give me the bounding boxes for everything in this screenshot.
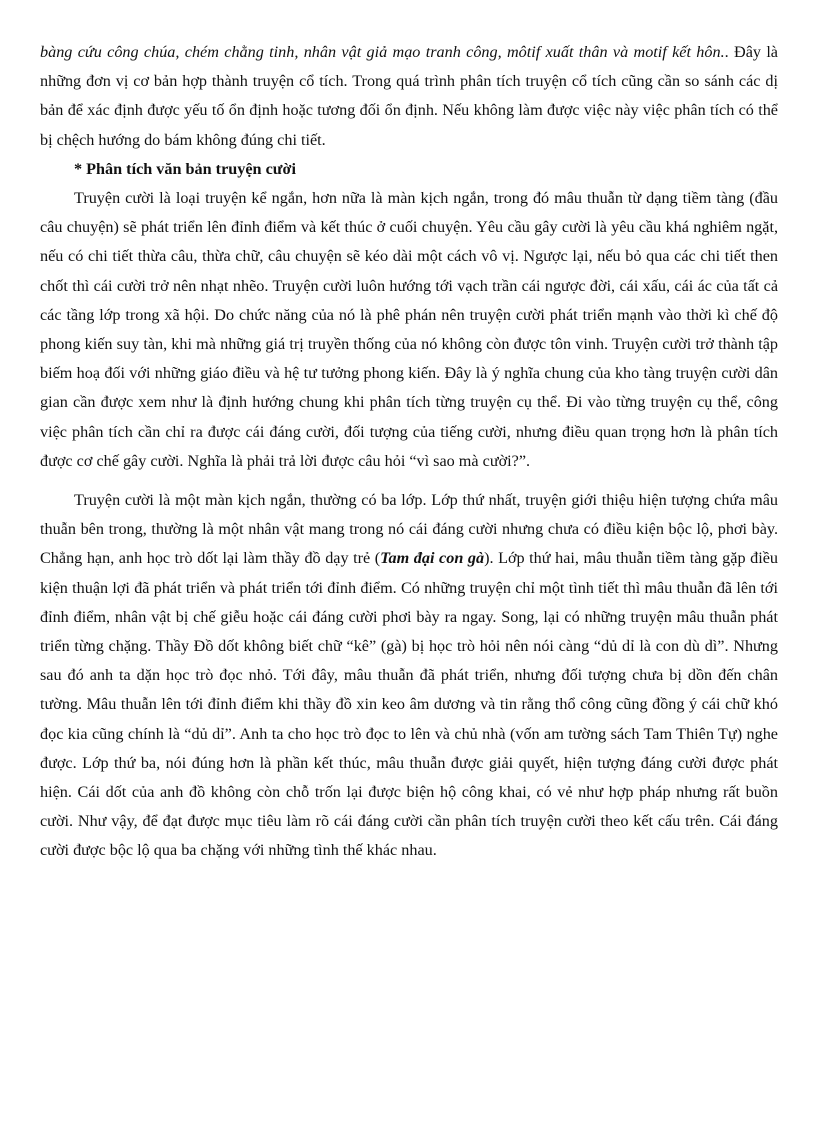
story-title-tam-dai-con-ga: Tam đại con gà: [380, 549, 485, 568]
section-heading: * Phân tích văn bản truyện cười: [74, 159, 296, 178]
document-page: [40, 38, 778, 866]
paragraph-motif-rest: . Đây là những đơn vị cơ bản hợp thành truyện cổ tích. Trong quá trình phân tích truyện cổ tích cũng cần so sánh các dị bản để xác định được yếu tố ổn định hoặc tương đối ổn định. Nếu không làm được việc này việc phân tích có thể bị chệch hướng do bám không đúng chi tiết.: [40, 43, 778, 149]
paragraph-comic-story-structure: [40, 486, 778, 866]
motif-list-italic: bàng cứu công chúa, chém chằng tinh, nhân vật giả mạo tranh công, môtif xuất thân và motif kết hôn.: [40, 43, 725, 61]
structure-text-after: ). Lớp thứ hai, mâu thuẫn tiềm tàng gặp điều kiện thuận lợi đã phát triển và phát triển tới đỉnh điểm. Có những truyện chỉ một tình tiết thì mâu thuẫn đã lên tới đỉnh điểm, nhân vật bị chế giễu hoặc cái đáng cười phơi bày ra ngay. Song, lại có những truyện mâu thuẫn phát triển từng chặng. Thầy Đồ dốt không biết chữ “kê” (gà) bị học trò hỏi nên nói càng “dủ dỉ là con dù dì”. Nhưng sau đó anh ta dặn học trò đọc nhỏ. Tới đây, mâu thuẫn đã phát triển, nhưng đối tượng chưa bị dồn đến chân tường. Mâu thuẫn lên tới đỉnh điểm khi thầy đồ xin keo âm dương và tin rằng thổ công cũng đồng ý cái chữ khó đọc kia cũng chính là “dủ dỉ”. Anh ta cho học trò đọc to lên và chủ nhà (vốn am tường sách Tam Thiên Tự) nghe được. Lớp thứ ba, nói đúng hơn là phần kết thúc, mâu thuẫn được giải quyết, hiện tượng đáng cười được phát hiện. Cái dốt của anh đồ không còn chỗ trốn lại được biện hộ công khai, có vẻ như hợp pháp nhưng rất buồn cười. Như vậy, để đạt được mục tiêu làm rõ cái đáng cười cần phân tích truyện cười theo kết cấu trên. Cái đáng cười được bộc lộ qua ba chặng với những tình thế khác nhau.: [40, 549, 778, 860]
paragraph-comic-story-intro: Truyện cười là loại truyện kể ngắn, hơn nữa là màn kịch ngắn, trong đó mâu thuẫn từ dạng tiềm tàng (đầu câu chuyện) sẽ phát triển lên đỉnh điểm và kết thúc ở cuối chuyện. Yêu cầu gây cười là yêu cầu khá nghiêm ngặt, nếu có chi tiết thừa câu, thừa chữ, câu chuyện sẽ kéo dài một cách vô vị. Ngược lại, nếu bỏ qua các chi tiết then chốt thì cái cười trở nên nhạt nhẽo. Truyện cười luôn hướng tới vạch trần cái ngược đời, cái xấu, cái ác của tất cả các tầng lớp trong xã hội. Do chức năng của nó là phê phán nên truyện cười phát triển mạnh vào thời kì chế độ phong kiến suy tàn, khi mà những giá trị truyền thống của nó không còn được tôn vinh. Truyện cười trở thành tập biếm hoạ đối với những giáo điều và hệ tư tưởng phong kiến. Đây là ý nghĩa chung của kho tàng truyện cười dân gian cần được xem như là định hướng chung khi phân tích từng truyện cụ thể. Đi vào từng truyện cụ thể, công việc phân tích cần chỉ ra được cái đáng cười, đối tượng của tiếng cười, nhưng điều quan trọng hơn là phân tích được cơ chế gây cười. Nghĩa là phải trả lời được câu hỏi “vì sao mà cười?”.: [40, 189, 778, 470]
paragraph-motif-conclusion: [40, 38, 778, 155]
structure-text-before: Truyện cười là một màn kịch ngắn, thường có ba lớp. Lớp thứ nhất, truyện giới thiệu hiện tượng chứa mâu thuẫn bên trong, thường là một nhân vật mang trong nó cái đáng cười nhưng chưa có điều kiện bộc lộ, phơi bày. Chẳng hạn, anh học trò dốt lại làm thầy đồ dạy trẻ (: [40, 491, 778, 568]
